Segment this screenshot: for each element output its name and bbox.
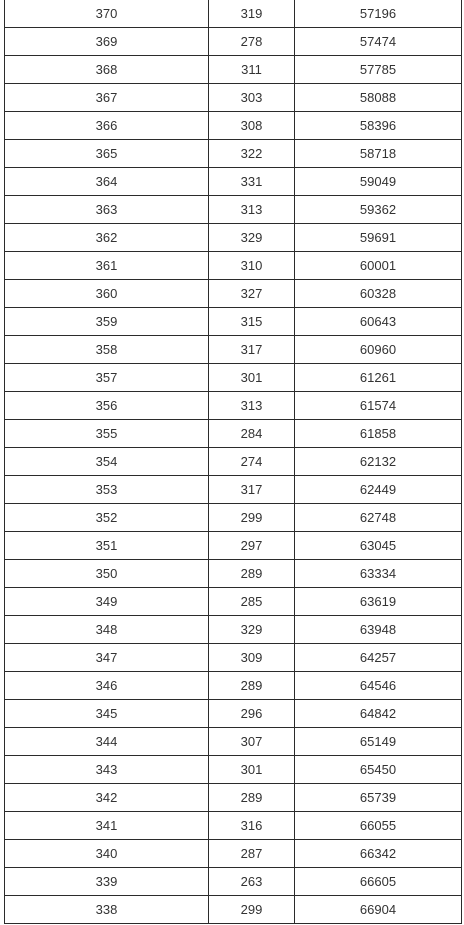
count-cell: 315 bbox=[209, 308, 295, 336]
cumulative-count-cell: 58718 bbox=[295, 140, 462, 168]
count-cell: 289 bbox=[209, 672, 295, 700]
count-cell: 289 bbox=[209, 784, 295, 812]
table-row bbox=[5, 616, 462, 644]
cumulative-count-cell: 59049 bbox=[295, 168, 462, 196]
score-cell: 362 bbox=[5, 224, 209, 252]
score-cell: 360 bbox=[5, 280, 209, 308]
score-cell: 359 bbox=[5, 308, 209, 336]
table-row bbox=[5, 644, 462, 672]
cumulative-count-cell: 63948 bbox=[295, 616, 462, 644]
table-row bbox=[5, 112, 462, 140]
count-cell: 285 bbox=[209, 588, 295, 616]
score-cell: 355 bbox=[5, 420, 209, 448]
score-cell: 365 bbox=[5, 140, 209, 168]
count-cell: 299 bbox=[209, 896, 295, 924]
table-body bbox=[5, 0, 462, 924]
cumulative-count-cell: 63334 bbox=[295, 560, 462, 588]
count-cell: 274 bbox=[209, 448, 295, 476]
table-row bbox=[5, 364, 462, 392]
score-cell: 348 bbox=[5, 616, 209, 644]
table-row bbox=[5, 28, 462, 56]
cumulative-count-cell: 63619 bbox=[295, 588, 462, 616]
score-cell: 340 bbox=[5, 840, 209, 868]
score-cell: 369 bbox=[5, 28, 209, 56]
count-cell: 308 bbox=[209, 112, 295, 140]
table-row bbox=[5, 476, 462, 504]
table-row bbox=[5, 700, 462, 728]
cumulative-count-cell: 66055 bbox=[295, 812, 462, 840]
cumulative-count-cell: 59691 bbox=[295, 224, 462, 252]
score-cell: 344 bbox=[5, 728, 209, 756]
cumulative-count-cell: 64546 bbox=[295, 672, 462, 700]
score-cell: 357 bbox=[5, 364, 209, 392]
table-row bbox=[5, 56, 462, 84]
count-cell: 331 bbox=[209, 168, 295, 196]
score-cell: 358 bbox=[5, 336, 209, 364]
table-row bbox=[5, 532, 462, 560]
score-cell: 367 bbox=[5, 84, 209, 112]
table-row bbox=[5, 448, 462, 476]
table-row bbox=[5, 224, 462, 252]
score-cell: 363 bbox=[5, 196, 209, 224]
cumulative-count-cell: 65739 bbox=[295, 784, 462, 812]
table-row bbox=[5, 140, 462, 168]
score-cell: 370 bbox=[5, 0, 209, 28]
cumulative-count-cell: 57474 bbox=[295, 28, 462, 56]
table-row bbox=[5, 420, 462, 448]
score-cell: 351 bbox=[5, 532, 209, 560]
table-row bbox=[5, 756, 462, 784]
count-cell: 319 bbox=[209, 0, 295, 28]
table-row bbox=[5, 168, 462, 196]
score-cell: 352 bbox=[5, 504, 209, 532]
table-row bbox=[5, 560, 462, 588]
table-row bbox=[5, 868, 462, 896]
score-cell: 354 bbox=[5, 448, 209, 476]
cumulative-count-cell: 61858 bbox=[295, 420, 462, 448]
cumulative-count-cell: 59362 bbox=[295, 196, 462, 224]
table-row bbox=[5, 896, 462, 924]
table-row bbox=[5, 280, 462, 308]
cumulative-count-cell: 63045 bbox=[295, 532, 462, 560]
count-cell: 301 bbox=[209, 364, 295, 392]
count-cell: 263 bbox=[209, 868, 295, 896]
cumulative-count-cell: 60643 bbox=[295, 308, 462, 336]
table-row bbox=[5, 196, 462, 224]
table-row bbox=[5, 252, 462, 280]
count-cell: 309 bbox=[209, 644, 295, 672]
score-cell: 338 bbox=[5, 896, 209, 924]
cumulative-count-cell: 60001 bbox=[295, 252, 462, 280]
count-cell: 278 bbox=[209, 28, 295, 56]
table-row bbox=[5, 0, 462, 28]
table-row bbox=[5, 336, 462, 364]
cumulative-count-cell: 65450 bbox=[295, 756, 462, 784]
table-row bbox=[5, 504, 462, 532]
cumulative-count-cell: 66342 bbox=[295, 840, 462, 868]
cumulative-count-cell: 62748 bbox=[295, 504, 462, 532]
score-cell: 345 bbox=[5, 700, 209, 728]
score-cell: 346 bbox=[5, 672, 209, 700]
count-cell: 329 bbox=[209, 616, 295, 644]
cumulative-count-cell: 61574 bbox=[295, 392, 462, 420]
score-cell: 353 bbox=[5, 476, 209, 504]
cumulative-count-cell: 61261 bbox=[295, 364, 462, 392]
table-row bbox=[5, 812, 462, 840]
cumulative-count-cell: 57196 bbox=[295, 0, 462, 28]
score-cell: 368 bbox=[5, 56, 209, 84]
count-cell: 289 bbox=[209, 560, 295, 588]
count-cell: 317 bbox=[209, 336, 295, 364]
count-cell: 313 bbox=[209, 392, 295, 420]
table-row bbox=[5, 840, 462, 868]
score-cell: 343 bbox=[5, 756, 209, 784]
score-cell: 341 bbox=[5, 812, 209, 840]
cumulative-count-cell: 58396 bbox=[295, 112, 462, 140]
count-cell: 296 bbox=[209, 700, 295, 728]
cumulative-count-cell: 62449 bbox=[295, 476, 462, 504]
count-cell: 287 bbox=[209, 840, 295, 868]
score-cell: 361 bbox=[5, 252, 209, 280]
cumulative-count-cell: 57785 bbox=[295, 56, 462, 84]
cumulative-count-cell: 66904 bbox=[295, 896, 462, 924]
count-cell: 317 bbox=[209, 476, 295, 504]
cumulative-count-cell: 65149 bbox=[295, 728, 462, 756]
cumulative-count-cell: 62132 bbox=[295, 448, 462, 476]
table-row bbox=[5, 84, 462, 112]
cumulative-count-cell: 66605 bbox=[295, 868, 462, 896]
score-cell: 364 bbox=[5, 168, 209, 196]
cumulative-count-cell: 64257 bbox=[295, 644, 462, 672]
score-cell: 356 bbox=[5, 392, 209, 420]
count-cell: 322 bbox=[209, 140, 295, 168]
count-cell: 303 bbox=[209, 84, 295, 112]
count-cell: 307 bbox=[209, 728, 295, 756]
score-cell: 366 bbox=[5, 112, 209, 140]
count-cell: 284 bbox=[209, 420, 295, 448]
score-table bbox=[4, 0, 462, 924]
table-row bbox=[5, 392, 462, 420]
table-row bbox=[5, 672, 462, 700]
cumulative-count-cell: 58088 bbox=[295, 84, 462, 112]
count-cell: 301 bbox=[209, 756, 295, 784]
cumulative-count-cell: 64842 bbox=[295, 700, 462, 728]
table-row bbox=[5, 728, 462, 756]
score-cell: 350 bbox=[5, 560, 209, 588]
count-cell: 313 bbox=[209, 196, 295, 224]
count-cell: 311 bbox=[209, 56, 295, 84]
table-row bbox=[5, 588, 462, 616]
score-cell: 347 bbox=[5, 644, 209, 672]
score-cell: 339 bbox=[5, 868, 209, 896]
score-cell: 349 bbox=[5, 588, 209, 616]
count-cell: 327 bbox=[209, 280, 295, 308]
cumulative-count-cell: 60960 bbox=[295, 336, 462, 364]
count-cell: 329 bbox=[209, 224, 295, 252]
count-cell: 316 bbox=[209, 812, 295, 840]
table-row bbox=[5, 308, 462, 336]
count-cell: 299 bbox=[209, 504, 295, 532]
cumulative-count-cell: 60328 bbox=[295, 280, 462, 308]
count-cell: 297 bbox=[209, 532, 295, 560]
score-cell: 342 bbox=[5, 784, 209, 812]
count-cell: 310 bbox=[209, 252, 295, 280]
table-row bbox=[5, 784, 462, 812]
